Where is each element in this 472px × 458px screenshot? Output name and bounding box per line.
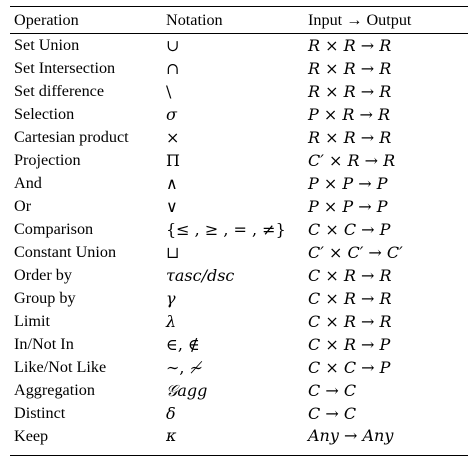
input-output-cell: R × R → R	[308, 127, 392, 147]
table-row	[10, 310, 468, 333]
notation-cell: \	[166, 81, 172, 101]
table-row	[10, 264, 468, 287]
table-row	[10, 126, 468, 149]
table-row	[10, 172, 468, 195]
table-row	[10, 241, 468, 264]
input-output-cell: P × P → P	[308, 196, 388, 216]
input-output-cell: C → C	[308, 403, 357, 423]
notation-cell: {≤ , ≥ , = , ≠}	[166, 219, 286, 239]
operation-cell: Keep	[10, 425, 166, 456]
notation-cell: ∧	[166, 173, 178, 193]
operation-cell: Group by	[14, 289, 76, 308]
operation-cell: Like/Not Like	[14, 358, 107, 377]
input-output-cell: C′ × R → R	[308, 150, 396, 170]
table-row	[10, 287, 468, 310]
input-output-cell: C × C → P	[308, 219, 391, 239]
notation-cell: ∪	[166, 35, 180, 55]
operation-cell: Aggregation	[14, 381, 95, 400]
notation-cell: ⊔	[166, 242, 180, 262]
table-row	[10, 379, 468, 402]
operation-cell: Selection	[14, 105, 75, 124]
notation-cell: ∼, ≁	[166, 357, 203, 377]
table-row	[10, 80, 468, 103]
table-body	[10, 34, 468, 456]
operation-cell: Distinct	[14, 404, 66, 423]
notation-cell: κ	[166, 425, 308, 456]
table-row	[10, 195, 468, 218]
table-row	[10, 149, 468, 172]
operation-cell: Or	[14, 197, 32, 216]
operation-cell: Constant Union	[14, 243, 117, 262]
operation-cell: Set difference	[14, 82, 105, 101]
notation-cell: γ	[166, 288, 176, 308]
table-row	[10, 333, 468, 356]
table-row	[10, 57, 468, 80]
input-output-cell: R × R → R	[308, 35, 392, 55]
input-output-cell: C × R → R	[308, 288, 392, 308]
operation-cell: Order by	[14, 266, 72, 285]
table-header	[10, 7, 468, 34]
input-output-cell: C × C → P	[308, 357, 391, 377]
operation-cell: Comparison	[14, 220, 94, 239]
input-output-cell: R × R → R	[308, 58, 392, 78]
operation-cell: Set Union	[14, 36, 80, 55]
header-input-output: Input → Output	[308, 7, 468, 34]
notation-cell: ∨	[166, 196, 178, 216]
input-output-cell: C′ × C′ → C′	[308, 242, 403, 262]
operation-cell: Projection	[14, 151, 81, 170]
input-output-cell: R × R → R	[308, 81, 392, 101]
input-output-cell: Any → Any	[308, 425, 468, 456]
header-notation: Notation	[166, 7, 308, 34]
operations-table	[10, 6, 468, 456]
input-output-cell: C × R → R	[308, 311, 392, 331]
notation-cell: τasc/dsc	[166, 265, 235, 285]
table-row	[10, 402, 468, 425]
table-row	[10, 425, 468, 456]
table-row	[10, 218, 468, 241]
input-output-cell: P × R → R	[308, 104, 391, 124]
operation-cell: Limit	[14, 312, 50, 331]
operation-cell: And	[14, 174, 42, 193]
input-output-cell: C → C	[308, 380, 357, 400]
notation-cell: ∩	[166, 58, 180, 78]
notation-cell: λ	[166, 311, 177, 331]
notation-cell: 𝒢agg	[166, 380, 208, 400]
input-output-cell: P × P → P	[308, 173, 388, 193]
table-row	[10, 103, 468, 126]
header-row	[10, 7, 468, 34]
table-row	[10, 34, 468, 58]
notation-cell: δ	[166, 403, 176, 423]
notation-cell: σ	[166, 104, 177, 124]
operation-cell: Set Intersection	[14, 59, 116, 78]
table-row	[10, 356, 468, 379]
header-operation: Operation	[10, 7, 166, 34]
notation-cell: ×	[166, 127, 180, 147]
notation-cell: ∈, ∉	[166, 334, 200, 354]
operation-cell: In/Not In	[14, 335, 74, 354]
input-output-cell: C × R → P	[308, 334, 391, 354]
operation-cell: Cartesian product	[14, 128, 129, 147]
notation-cell: Π	[166, 150, 180, 170]
input-output-cell: C × R → R	[308, 265, 392, 285]
